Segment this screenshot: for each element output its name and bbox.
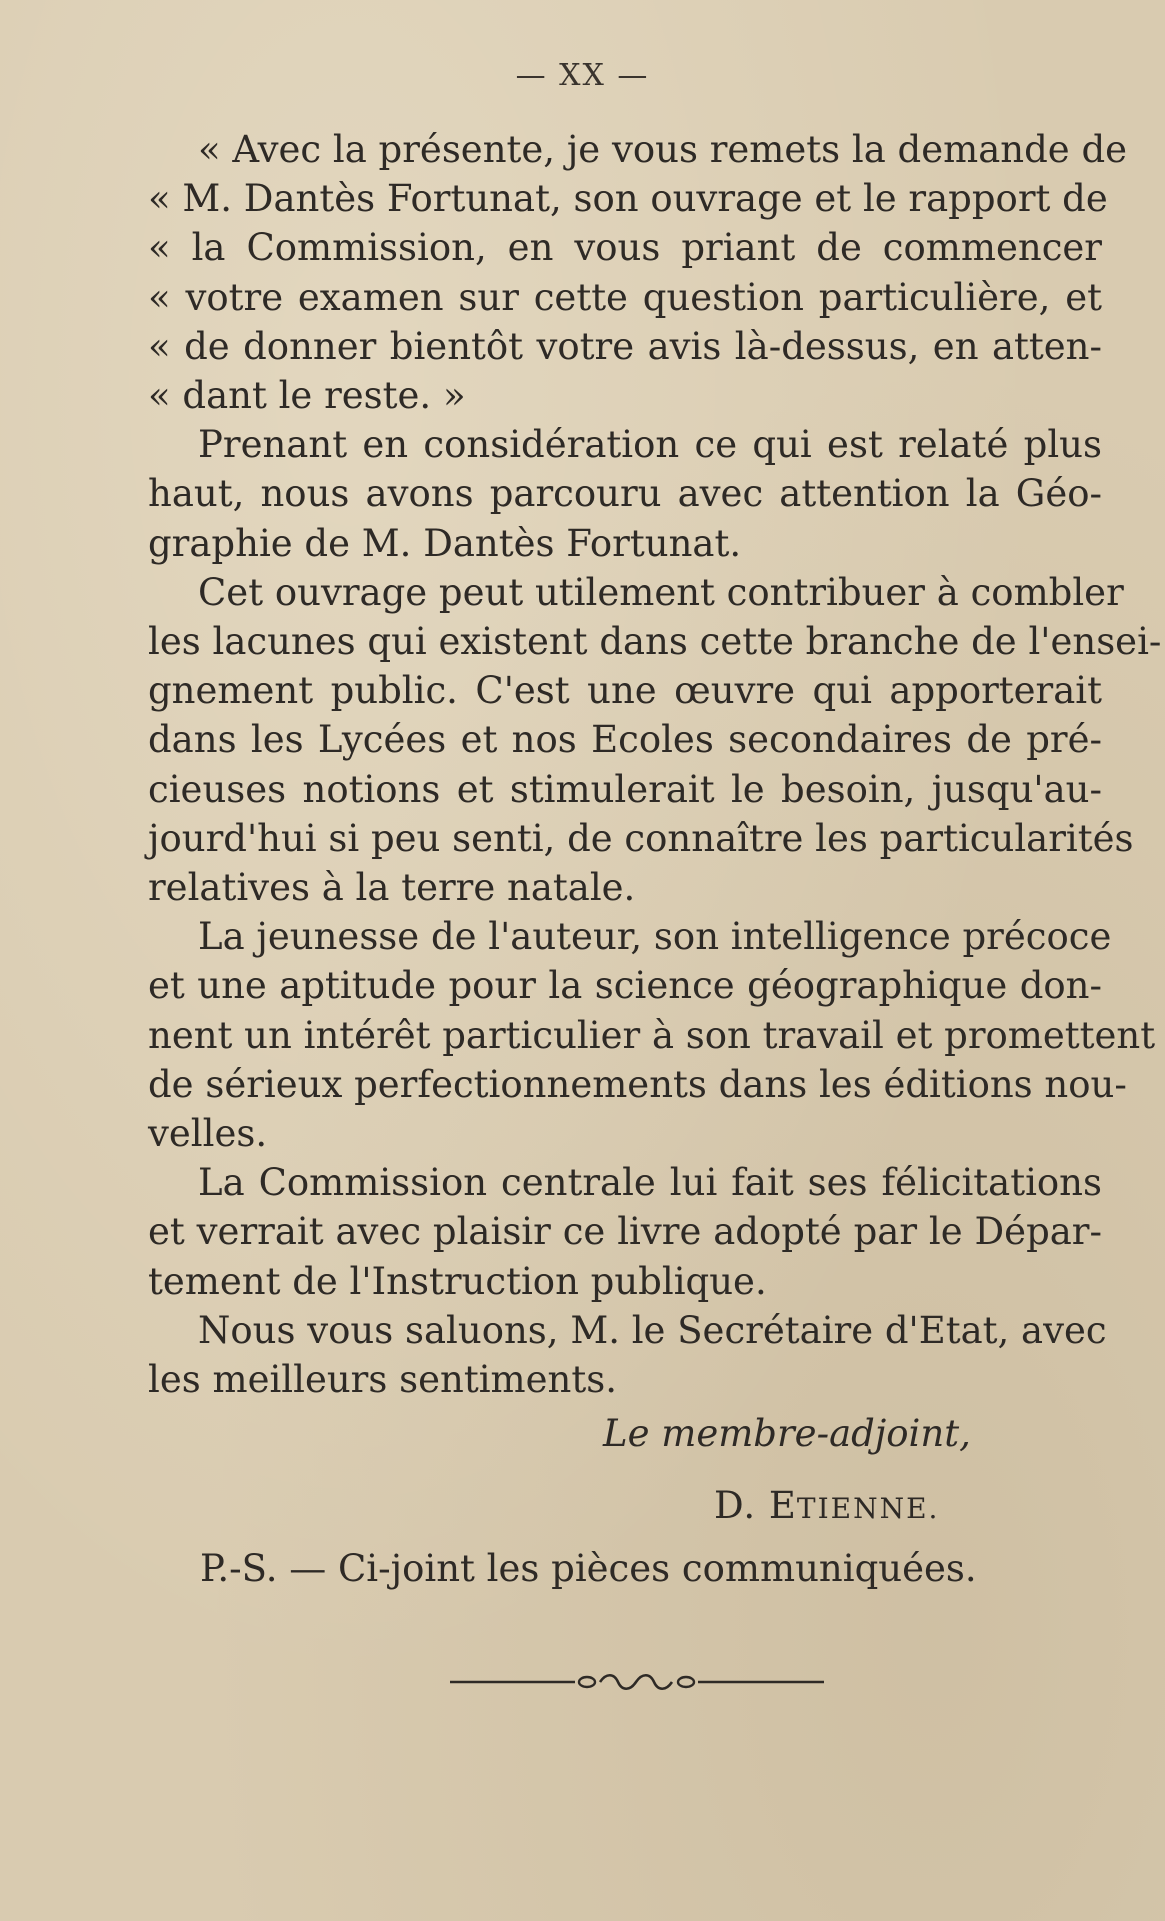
text-line: et verrait avec plaisir ce livre adopté par le Dépar- [148,1210,1102,1254]
text-line: de sérieux perfectionnements dans les éditions nou- [148,1062,1127,1106]
text-line: « la Commission, en vous priant de commencer [148,226,1102,270]
text-line: tement de l'Instruction publique. [148,1259,767,1303]
text-line: gnement public. C'est une œuvre qui apporterait [148,669,1102,713]
text-line: Cet ouvrage peut utilement contribuer à combler [198,570,1124,614]
text-line: cieuses notions et stimulerait le besoin, jusqu'au- [148,767,1102,811]
text-line: Prenant en considération ce qui est relaté plus [198,423,1102,467]
signature-name [714,1484,939,1527]
page-number: — XX — [515,58,650,93]
text-line: jourd'hui si peu senti, de connaître les particularités [148,816,1134,860]
text-line: « votre examen sur cette question particulière, et [148,275,1102,319]
signature-surname: TIENNE. [796,1492,940,1525]
text-line: les meilleurs sentiments. [148,1358,617,1402]
text-line: les lacunes qui existent dans cette branche de l'ensei- [148,620,1162,664]
text-line: nent un intérêt particulier à son travail et promettent [148,1013,1156,1057]
postscript: P.-S. — Ci-joint les pièces communiquées. [200,1547,977,1590]
text-line: dans les Lycées et nos Ecoles secondaires de pré- [148,718,1102,762]
signature-title: Le membre-adjoint, [603,1412,971,1455]
text-line: « M. Dantès Fortunat, son ouvrage et le rapport de [148,177,1108,221]
text-line: et une aptitude pour la science géographique don- [148,964,1102,1008]
text-line: La Commission centrale lui fait ses félicitations [198,1161,1102,1205]
text-line: velles. [148,1112,268,1156]
text-line: « dant le reste. » [148,374,466,418]
signature-initial: D. E [714,1484,797,1527]
text-line: graphie de M. Dantès Fortunat. [148,521,742,565]
ornament-divider [450,1669,824,1695]
text-line: relatives à la terre natale. [148,866,636,910]
text-line: haut, nous avons parcouru avec attention la Géo- [148,472,1102,516]
text-line: La jeunesse de l'auteur, son intelligence précoce [198,915,1112,959]
text-line: « de donner bientôt votre avis là-dessus, en atten- [148,324,1102,368]
body-text [148,125,1162,1404]
text-line: Nous vous saluons, M. le Secrétaire d'Etat, avec [198,1308,1107,1352]
text-line: « Avec la présente, je vous remets la demande de [198,128,1128,171]
